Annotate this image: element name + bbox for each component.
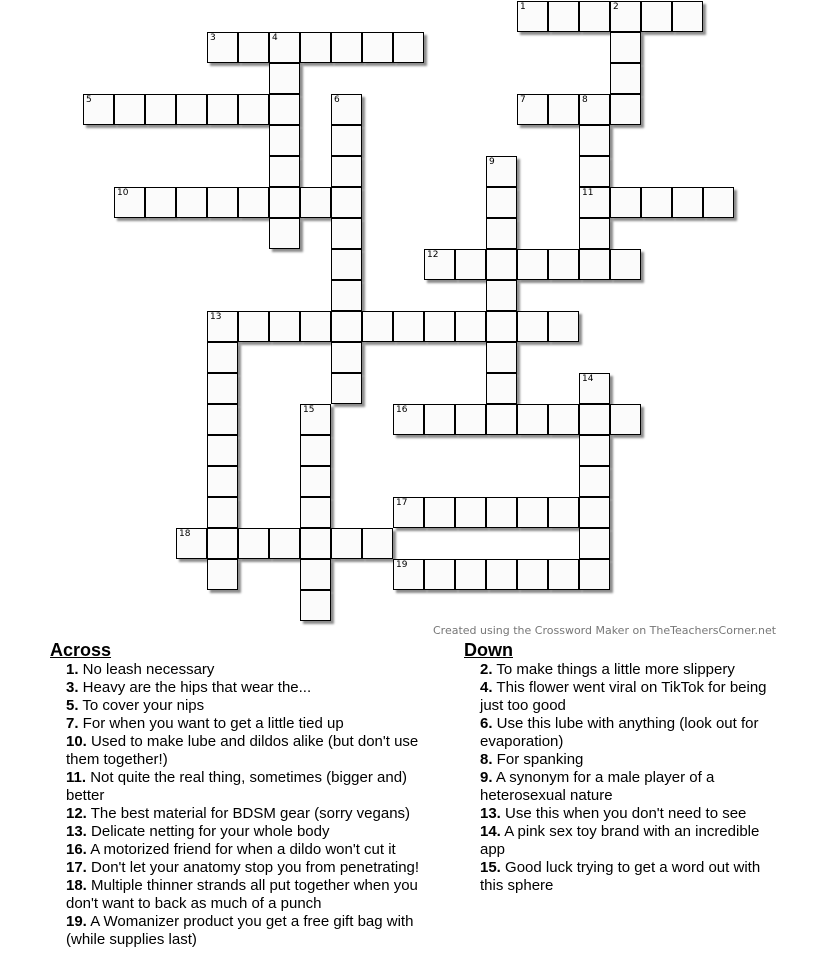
crossword-cell[interactable] (238, 32, 269, 63)
crossword-cell[interactable] (579, 435, 610, 466)
crossword-cell[interactable] (424, 311, 455, 342)
clue-text: To cover your nips (78, 697, 205, 714)
clue-number-label: 18 (179, 529, 191, 539)
clue-across-10 (66, 733, 445, 769)
crossword-cell[interactable] (486, 187, 517, 218)
crossword-cell[interactable] (331, 528, 362, 559)
crossword-cell[interactable] (455, 497, 486, 528)
clue-down-9 (480, 769, 774, 805)
crossword-cell[interactable] (207, 466, 238, 497)
clue-number-label: 10 (117, 188, 129, 198)
crossword-cell[interactable] (579, 187, 610, 218)
crossword-cell[interactable] (207, 311, 238, 342)
clue-number: 2. (480, 661, 493, 678)
clue-text: The best material for BDSM gear (sorry vegans) (86, 805, 411, 822)
clue-number: 3. (66, 679, 79, 696)
crossword-cell[interactable] (269, 125, 300, 156)
crossword-cell[interactable] (548, 94, 579, 125)
crossword-cell[interactable] (486, 280, 517, 311)
crossword-cell[interactable] (300, 311, 331, 342)
crossword-cell[interactable] (579, 466, 610, 497)
clue-number: 14. (480, 823, 501, 840)
crossword-cell[interactable] (238, 94, 269, 125)
crossword-cell[interactable] (300, 590, 331, 621)
crossword-cell[interactable] (579, 156, 610, 187)
down-heading: Down (464, 640, 513, 660)
crossword-cell[interactable] (269, 311, 300, 342)
crossword-cell[interactable] (393, 559, 424, 590)
crossword-cell[interactable] (486, 249, 517, 280)
clue-across-3 (66, 679, 445, 697)
clue-number-label: 3 (210, 33, 216, 43)
clue-across-13 (66, 823, 445, 841)
clue-number: 1. (66, 661, 79, 678)
crossword-cell[interactable] (517, 94, 548, 125)
clue-text: No leash necessary (78, 661, 215, 678)
crossword-cell[interactable] (238, 311, 269, 342)
crossword-cell[interactable] (424, 559, 455, 590)
crossword-cell[interactable] (579, 125, 610, 156)
crossword-cell[interactable] (300, 435, 331, 466)
clue-across-18 (66, 877, 445, 913)
clue-text: Multiple thinner strands all put together when you don't want to back as much of a punch (66, 877, 418, 912)
crossword-cell[interactable] (517, 497, 548, 528)
crossword-cell[interactable] (362, 528, 393, 559)
crossword-cell[interactable] (114, 94, 145, 125)
crossword-cell[interactable] (579, 559, 610, 590)
crossword-cell[interactable] (238, 528, 269, 559)
clue-number-label: 6 (334, 95, 340, 105)
crossword-cell[interactable] (269, 528, 300, 559)
clue-number-label: 7 (520, 95, 526, 105)
clue-across-11 (66, 769, 445, 805)
crossword-cell[interactable] (486, 404, 517, 435)
clue-number: 8. (480, 751, 493, 768)
clue-number: 18. (66, 877, 87, 894)
crossword-cell[interactable] (331, 187, 362, 218)
crossword-cell[interactable] (269, 156, 300, 187)
clue-number-label: 8 (582, 95, 588, 105)
clue-across-17 (66, 859, 445, 877)
crossword-cell[interactable] (114, 187, 145, 218)
clue-down-6 (480, 715, 774, 751)
crossword-cell[interactable] (300, 32, 331, 63)
clue-number-label: 16 (396, 405, 408, 415)
clue-number: 19. (66, 913, 87, 930)
crossword-cell[interactable] (641, 187, 672, 218)
crossword-cell[interactable] (579, 249, 610, 280)
clue-down-4 (480, 679, 774, 715)
crossword-cell[interactable] (672, 1, 703, 32)
crossword-cell[interactable] (672, 187, 703, 218)
clue-number: 7. (66, 715, 79, 732)
clue-number-label: 9 (489, 157, 495, 167)
clue-number-label: 15 (303, 405, 315, 415)
clue-number: 17. (66, 859, 87, 876)
crossword-cell[interactable] (455, 404, 486, 435)
clue-number: 15. (480, 859, 501, 876)
crossword-cell[interactable] (331, 125, 362, 156)
clue-number: 10. (66, 733, 87, 750)
clue-number-label: 11 (582, 188, 594, 198)
crossword-cell[interactable] (331, 373, 362, 404)
crossword-cell[interactable] (269, 32, 300, 63)
clue-number-label: 1 (520, 2, 526, 12)
clue-number: 13. (66, 823, 87, 840)
clue-down-2 (480, 661, 774, 679)
clue-number: 6. (480, 715, 493, 732)
across-clues (50, 640, 445, 949)
crossword-cell[interactable] (393, 311, 424, 342)
crossword-cell[interactable] (579, 218, 610, 249)
clue-number-label: 17 (396, 498, 408, 508)
clue-across-19 (66, 913, 445, 949)
clue-number: 11. (66, 769, 87, 786)
clue-text: A motorized friend for when a dildo won't cut it (86, 841, 396, 858)
crossword-cell[interactable] (517, 559, 548, 590)
crossword-cell[interactable] (610, 187, 641, 218)
crossword-cell[interactable] (517, 404, 548, 435)
clue-text: Use this when you don't need to see (500, 805, 747, 822)
crossword-cell[interactable] (610, 1, 641, 32)
crossword-cell[interactable] (331, 311, 362, 342)
clue-number: 12. (66, 805, 87, 822)
crossword-cell[interactable] (176, 528, 207, 559)
clue-down-15 (480, 859, 774, 895)
crossword-cell[interactable] (610, 404, 641, 435)
crossword-cell[interactable] (455, 559, 486, 590)
clue-number: 16. (66, 841, 87, 858)
clue-across-1 (66, 661, 445, 679)
crossword-cell[interactable] (300, 559, 331, 590)
crossword-cell[interactable] (703, 187, 734, 218)
crossword-cell[interactable] (548, 559, 579, 590)
crossword-cell[interactable] (579, 497, 610, 528)
crossword-cell[interactable] (300, 497, 331, 528)
crossword-cell[interactable] (207, 559, 238, 590)
clue-across-16 (66, 841, 445, 859)
crossword-cell[interactable] (207, 342, 238, 373)
crossword-cell[interactable] (486, 559, 517, 590)
credit-line: Created using the Crossword Maker on TheTeachersCorner.net (433, 624, 777, 637)
crossword-cell[interactable] (300, 528, 331, 559)
crossword-cell[interactable] (176, 94, 207, 125)
crossword-cell[interactable] (145, 94, 176, 125)
crossword-cell[interactable] (579, 373, 610, 404)
crossword-cell[interactable] (424, 497, 455, 528)
clue-text: A synonym for a male player of a heterosexual nature (480, 769, 715, 804)
clue-number-label: 19 (396, 560, 408, 570)
crossword-cell[interactable] (331, 218, 362, 249)
crossword-cell[interactable] (579, 528, 610, 559)
crossword-cell[interactable] (331, 32, 362, 63)
clue-number: 9. (480, 769, 493, 786)
crossword-cell[interactable] (83, 94, 114, 125)
crossword-cell[interactable] (610, 63, 641, 94)
crossword-cell[interactable] (207, 497, 238, 528)
crossword-cell[interactable] (300, 404, 331, 435)
crossword-cell[interactable] (517, 311, 548, 342)
crossword-cell[interactable] (486, 156, 517, 187)
crossword-cell[interactable] (610, 94, 641, 125)
crossword-cell[interactable] (486, 342, 517, 373)
crossword-cell[interactable] (331, 249, 362, 280)
crossword-cell[interactable] (486, 497, 517, 528)
crossword-cell[interactable] (207, 528, 238, 559)
crossword-cell[interactable] (331, 94, 362, 125)
crossword-cell[interactable] (269, 63, 300, 94)
crossword-cell[interactable] (486, 218, 517, 249)
crossword-cell[interactable] (393, 32, 424, 63)
crossword-cell[interactable] (610, 249, 641, 280)
clue-number-label: 5 (86, 95, 92, 105)
crossword-cell[interactable] (486, 373, 517, 404)
crossword-cell[interactable] (641, 1, 672, 32)
crossword-cell[interactable] (300, 187, 331, 218)
crossword-cell[interactable] (238, 187, 269, 218)
clue-text: For when you want to get a little tied up (78, 715, 344, 732)
crossword-cell[interactable] (207, 187, 238, 218)
crossword-cell[interactable] (176, 187, 207, 218)
crossword-cell[interactable] (548, 311, 579, 342)
crossword-cell[interactable] (269, 187, 300, 218)
crossword-cell[interactable] (331, 280, 362, 311)
clue-text: Used to make lube and dildos alike (but don't use them together!) (66, 733, 419, 768)
clue-text: Not quite the real thing, sometimes (bigger and) better (66, 769, 408, 804)
clue-number: 13. (480, 805, 501, 822)
crossword-cell[interactable] (207, 404, 238, 435)
crossword-cell[interactable] (486, 311, 517, 342)
clue-down-13 (480, 805, 774, 823)
clue-text: A Womanizer product you get a free gift bag with (while supplies last) (66, 913, 414, 948)
crossword-cell[interactable] (269, 94, 300, 125)
crossword-cell[interactable] (331, 156, 362, 187)
clue-number-label: 13 (210, 312, 222, 322)
clue-text: For spanking (492, 751, 584, 768)
down-clues (464, 640, 774, 895)
clue-text: This flower went viral on TikTok for being just too good (480, 679, 767, 714)
crossword-cell[interactable] (517, 1, 548, 32)
clue-text: Don't let your anatomy stop you from penetrating! (86, 859, 420, 876)
crossword-cell[interactable] (579, 94, 610, 125)
crossword-cell[interactable] (610, 32, 641, 63)
clue-text: A pink sex toy brand with an incredible app (480, 823, 760, 858)
crossword-cell[interactable] (579, 1, 610, 32)
crossword-cell[interactable] (548, 249, 579, 280)
crossword-cell[interactable] (393, 404, 424, 435)
crossword-cell[interactable] (207, 435, 238, 466)
crossword-cell[interactable] (362, 32, 393, 63)
across-heading: Across (50, 640, 112, 660)
clue-text: Delicate netting for your whole body (86, 823, 330, 840)
crossword-cell[interactable] (207, 373, 238, 404)
crossword-cell[interactable] (300, 466, 331, 497)
clue-number-label: 14 (582, 374, 594, 384)
crossword-cell[interactable] (455, 311, 486, 342)
crossword-cell[interactable] (207, 94, 238, 125)
crossword-cell[interactable] (455, 249, 486, 280)
clue-across-7 (66, 715, 445, 733)
crossword-cell[interactable] (207, 32, 238, 63)
clue-number-label: 2 (613, 2, 619, 12)
crossword-cell[interactable] (579, 404, 610, 435)
clue-across-12 (66, 805, 445, 823)
crossword-cell[interactable] (548, 1, 579, 32)
crossword-cell[interactable] (269, 218, 300, 249)
crossword-cell[interactable] (145, 187, 176, 218)
clue-down-8 (480, 751, 774, 769)
crossword-cell[interactable] (424, 249, 455, 280)
crossword-cell[interactable] (424, 404, 455, 435)
crossword-cell[interactable] (393, 497, 424, 528)
crossword-cell[interactable] (362, 311, 393, 342)
clue-number: 4. (480, 679, 493, 696)
clue-text: To make things a little more slippery (492, 661, 735, 678)
clue-text: Use this lube with anything (look out for evaporation) (480, 715, 759, 750)
clue-text: Heavy are the hips that wear the... (78, 679, 312, 696)
clue-number: 5. (66, 697, 79, 714)
crossword-cell[interactable] (517, 249, 548, 280)
crossword-cell[interactable] (331, 342, 362, 373)
clue-across-5 (66, 697, 445, 715)
crossword-cell[interactable] (548, 404, 579, 435)
clue-number-label: 12 (427, 250, 439, 260)
clue-number-label: 4 (272, 33, 278, 43)
crossword-cell[interactable] (548, 497, 579, 528)
clue-text: Good luck trying to get a word out with this sphere (480, 859, 761, 894)
clue-down-14 (480, 823, 774, 859)
